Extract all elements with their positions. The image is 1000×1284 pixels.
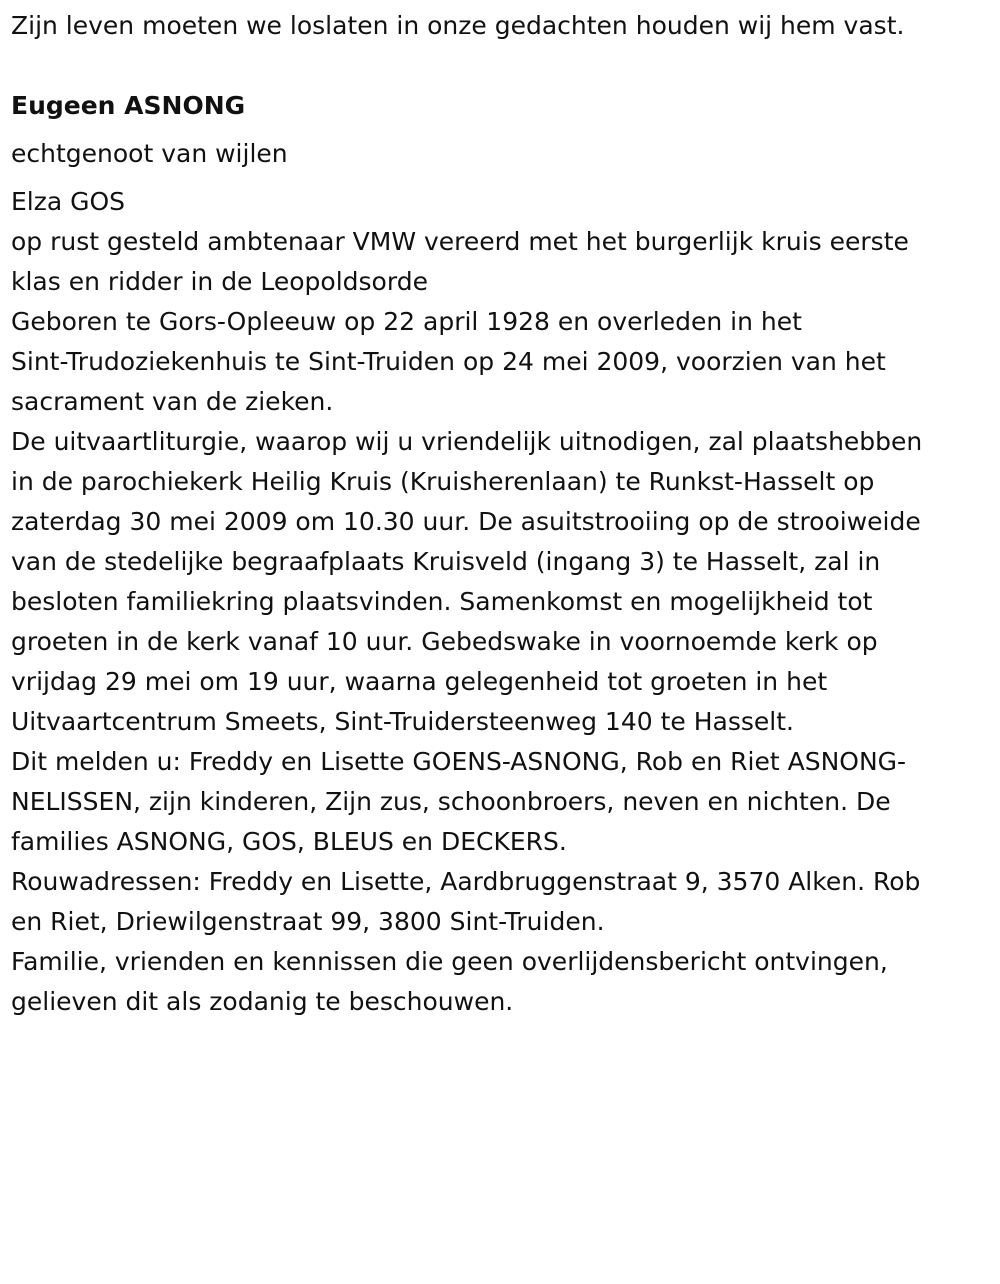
motto: Zijn leven moeten we loslaten in onze gedachten houden wij hem vast. [11, 11, 905, 40]
birth-death-line: sacrament van de zieken. [11, 387, 334, 416]
spouse-name: Elza GOS [11, 187, 126, 216]
funeral-line: zaterdag 30 mei 2009 om 10.30 uur. De asuitstrooiing op de strooiweide [11, 507, 921, 536]
birth-death-paragraph [11, 302, 986, 422]
addresses-line: Rouwadressen: Freddy en Lisette, Aardbruggenstraat 9, 3570 Alken. Rob [11, 867, 921, 896]
addresses-paragraph [11, 862, 986, 942]
addresses-line: en Riet, Driewilgenstraat 99, 3800 Sint-Truiden. [11, 907, 605, 936]
funeral-line: besloten familiekring plaatsvinden. Samenkomst en mogelijkheid tot [11, 587, 873, 616]
closing-paragraph [11, 942, 986, 1022]
deceased-relation: echtgenoot van wijlen [11, 139, 288, 168]
title-paragraph [11, 222, 986, 302]
funeral-line: groeten in de kerk vanaf 10 uur. Gebedswake in voornoemde kerk op [11, 627, 878, 656]
deceased-name: Eugeen ASNONG [11, 91, 246, 120]
birth-death-line: Sint-Trudoziekenhuis te Sint-Truiden op 24 mei 2009, voorzien van het [11, 347, 886, 376]
funeral-line: vrijdag 29 mei om 19 uur, waarna gelegenheid tot groeten in het [11, 667, 828, 696]
closing-line: Familie, vrienden en kennissen die geen overlijdensbericht ontvingen, [11, 947, 888, 976]
funeral-line: Uitvaartcentrum Smeets, Sint-Truidersteenweg 140 te Hasselt. [11, 707, 794, 736]
announcers-line: NELISSEN, zijn kinderen, Zijn zus, schoonbroers, neven en nichten. De [11, 787, 891, 816]
funeral-paragraph [11, 422, 986, 742]
announcers-line: families ASNONG, GOS, BLEUS en DECKERS. [11, 827, 567, 856]
funeral-line: De uitvaartliturgie, waarop wij u vriendelijk uitnodigen, zal plaatshebben [11, 427, 923, 456]
birth-death-line: Geboren te Gors-Opleeuw op 22 april 1928 en overleden in het [11, 307, 802, 336]
funeral-line: in de parochiekerk Heilig Kruis (Kruisherenlaan) te Runkst-Hasselt op [11, 467, 875, 496]
announcers-paragraph [11, 742, 986, 862]
title-line: klas en ridder in de Leopoldsorde [11, 267, 428, 296]
funeral-line: van de stedelijke begraafplaats Kruisveld (ingang 3) te Hasselt, zal in [11, 547, 881, 576]
obituary-document [0, 6, 1000, 1284]
announcers-line: Dit melden u: Freddy en Lisette GOENS-ASNONG, Rob en Riet ASNONG- [11, 747, 907, 776]
closing-line: gelieven dit als zodanig te beschouwen. [11, 987, 514, 1016]
title-line: op rust gesteld ambtenaar VMW vereerd met het burgerlijk kruis eerste [11, 227, 909, 256]
